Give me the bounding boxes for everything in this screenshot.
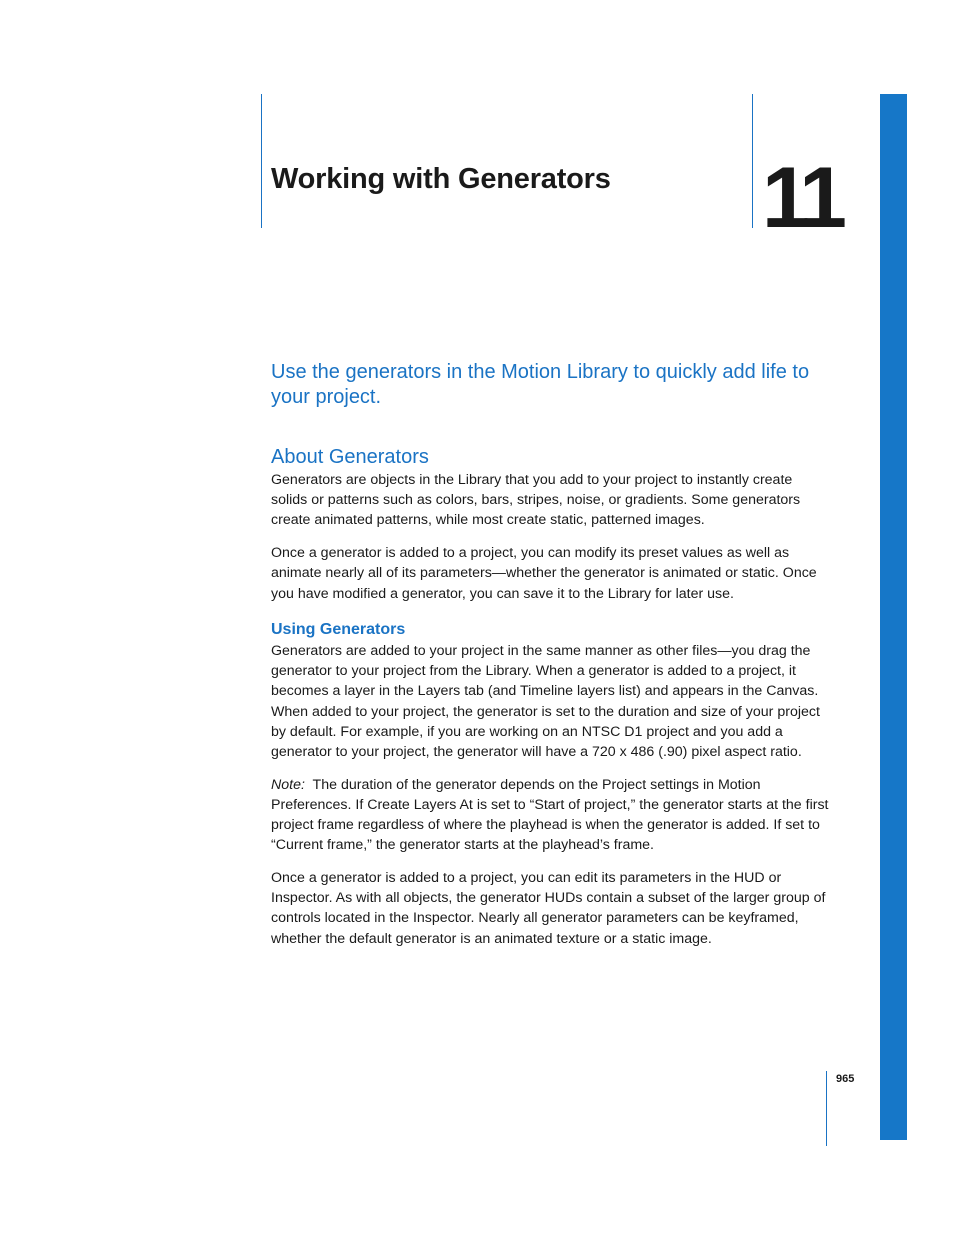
note-text: The duration of the generator depends on the Project settings in Motion Preferences. If Create Layers At is set to “Start of project,” the generator starts at the first project frame regardless of where the playhead is when the generator is added. If set to “Current frame,” the generator starts at the playhead’s frame. (271, 776, 829, 854)
paragraph: Generators are objects in the Library that you add to your project to instantly create solids or patterns such as colors, bars, stripes, noise, or gradients. Some generators create animated patterns, while most create static, patterned images. (271, 472, 801, 529)
number-left-rule (752, 94, 753, 228)
note-label: Note: (271, 776, 305, 793)
paragraph: Once a generator is added to a project, you can edit its parameters in the HUD or Inspector. As with all objects, the generator HUDs contain a subset of the larger group of controls located in the Inspector. Nearly all generator parameters can be keyframed, whether the default generator is an animated texture or a static image. (271, 870, 826, 947)
section-using-generators (271, 619, 831, 949)
page-number: 965 (836, 1073, 855, 1085)
section-about-generators (271, 444, 831, 604)
subsection-heading: Using Generators (271, 621, 406, 638)
title-left-rule (261, 94, 262, 228)
chapter-title: Working with Generators (271, 163, 611, 195)
footer-rule (826, 1071, 827, 1146)
chapter-intro: Use the generators in the Motion Library to quickly add life to your project. (271, 361, 810, 408)
chapter-edge-tab (880, 94, 907, 1140)
paragraph: Once a generator is added to a project, you can modify its preset values as well as animate nearly all of its parameters—whether the generator is animated or static. Once you have modified a generator, you can save it to the Library for later use. (271, 545, 817, 602)
section-heading: About Generators (271, 446, 429, 468)
note-paragraph (271, 775, 831, 856)
chapter-number: 11 (762, 150, 841, 246)
paragraph: Generators are added to your project in the same manner as other files—you drag the generator to your project from the Library. When a generator is added to a project, it becomes a layer in the Layers tab (and Timeline layers list) and appears in the Canvas. When added to your project, the generator is set to the duration and size of your project by default. For example, if you are working on an NTSC D1 project and you add a generator to your project, the generator will have a 720 x 486 (.90) pixel aspect ratio. (271, 643, 820, 761)
